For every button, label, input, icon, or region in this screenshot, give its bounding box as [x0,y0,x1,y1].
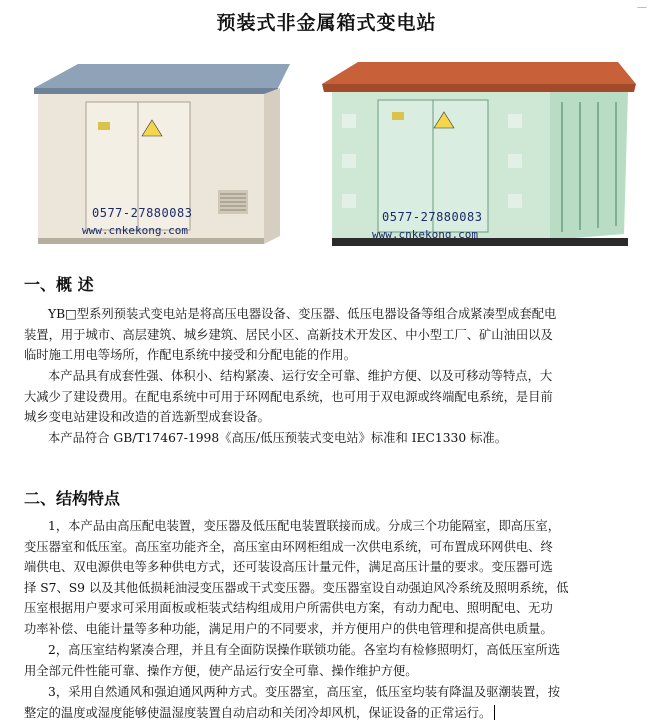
structure-paragraph-1 [24,516,632,640]
text-line: 端供电、双电源供电等多种供电方式，还可装设高压计量元件，满足高压计量的要求。变压器可选 [24,560,553,575]
text-line: 压室根据用户要求可采用面板或柜装式结构组成用户所需供电方案，有动力配电、照明配电、无功 [24,601,553,616]
phone-label-right: 0577-27880083 [382,210,483,224]
text-line-content: 整定的温度或湿度能够使温湿度装置自动启动和关闭冷却风机，保证设备的正常运行。 [24,705,492,720]
text-cursor [494,705,495,720]
structure-paragraph-3 [24,682,632,723]
text-line: 大减少了建设费用。在配电系统中可用于环网配电系统，也可用于双电源或终端配电系统，是目前 [24,389,553,404]
text-line: 本产品符合 GB/T17467-1998《高压/低压预装式变电站》标准和 IEC1330 标准。 [48,431,508,445]
text-line [24,703,632,724]
corner-mark: — [637,2,647,13]
text-line: 1，本产品由高压配电装置，变压器及低压配电装置联接而成。分成三个功能隔室，即高压室， [48,519,560,533]
text-line: 本产品具有成套性强、体积小、结构紧凑、运行安全可靠、维护方便、以及可移动等特点，大 [48,369,553,383]
text-line: 2，高压室结构紧凑合理，并且有全面防误操作联锁功能。各室均有检修照明灯，高低压室所选 [48,643,560,657]
structure-paragraph-2 [24,640,632,681]
section-heading-overview: 一、概 述 [24,275,94,294]
text-line: 3，采用自然通风和强迫通风两种方式。变压器室，高压室，低压室均装有降温及驱潮装置，按 [48,685,560,699]
text-line: 城乡变电站建设和改造的首选新型成套设备。 [24,410,270,425]
substation-photo-left [22,48,294,248]
website-label-right: www.cnkekong.com [372,228,478,241]
text-line: 用全部元件性能可靠、操作方便，使产品运行安全可靠、操作维护方便。 [24,663,418,678]
section-heading-structure: 二、结构特点 [24,489,121,508]
text-line: 变压器室和低压室。高压室功能齐全，高压室由环网柜组成一次供电系统，可布置成环网供电、终 [24,539,553,554]
overview-paragraph-1 [24,304,632,366]
substation-photo-right [318,54,638,250]
text-line: 临时施工用电等场所，作配电系统中接受和分配电能的作用。 [24,348,357,363]
phone-label-left: 0577-27880083 [92,206,193,220]
product-photos [0,48,653,248]
text-line: YB□型系列预装式变电站是将高压电器设备、变压器、低压电器设备等组合成紧凑型成套配电 [48,307,557,321]
overview-paragraph-2 [24,366,632,428]
overview-paragraph-3 [24,428,632,449]
website-label-left: www.cnkekong.com [82,224,188,237]
text-line: 功率补偿、电能计量等多种功能，满足用户的不同要求，并方便用户的供电管理和提高供电质量。 [24,621,553,636]
text-line: 择 S7、S9 以及其他低损耗油浸变压器或干式变压器。变压器室设自动强迫风冷系统及照明系统，低 [24,580,569,595]
page-title: 预装式非金属箱式变电站 [216,12,437,34]
text-line: 装置，用于城市、高层建筑、城乡建筑、居民小区、高新技术开发区、中小型工厂、矿山油田以及 [24,327,553,342]
